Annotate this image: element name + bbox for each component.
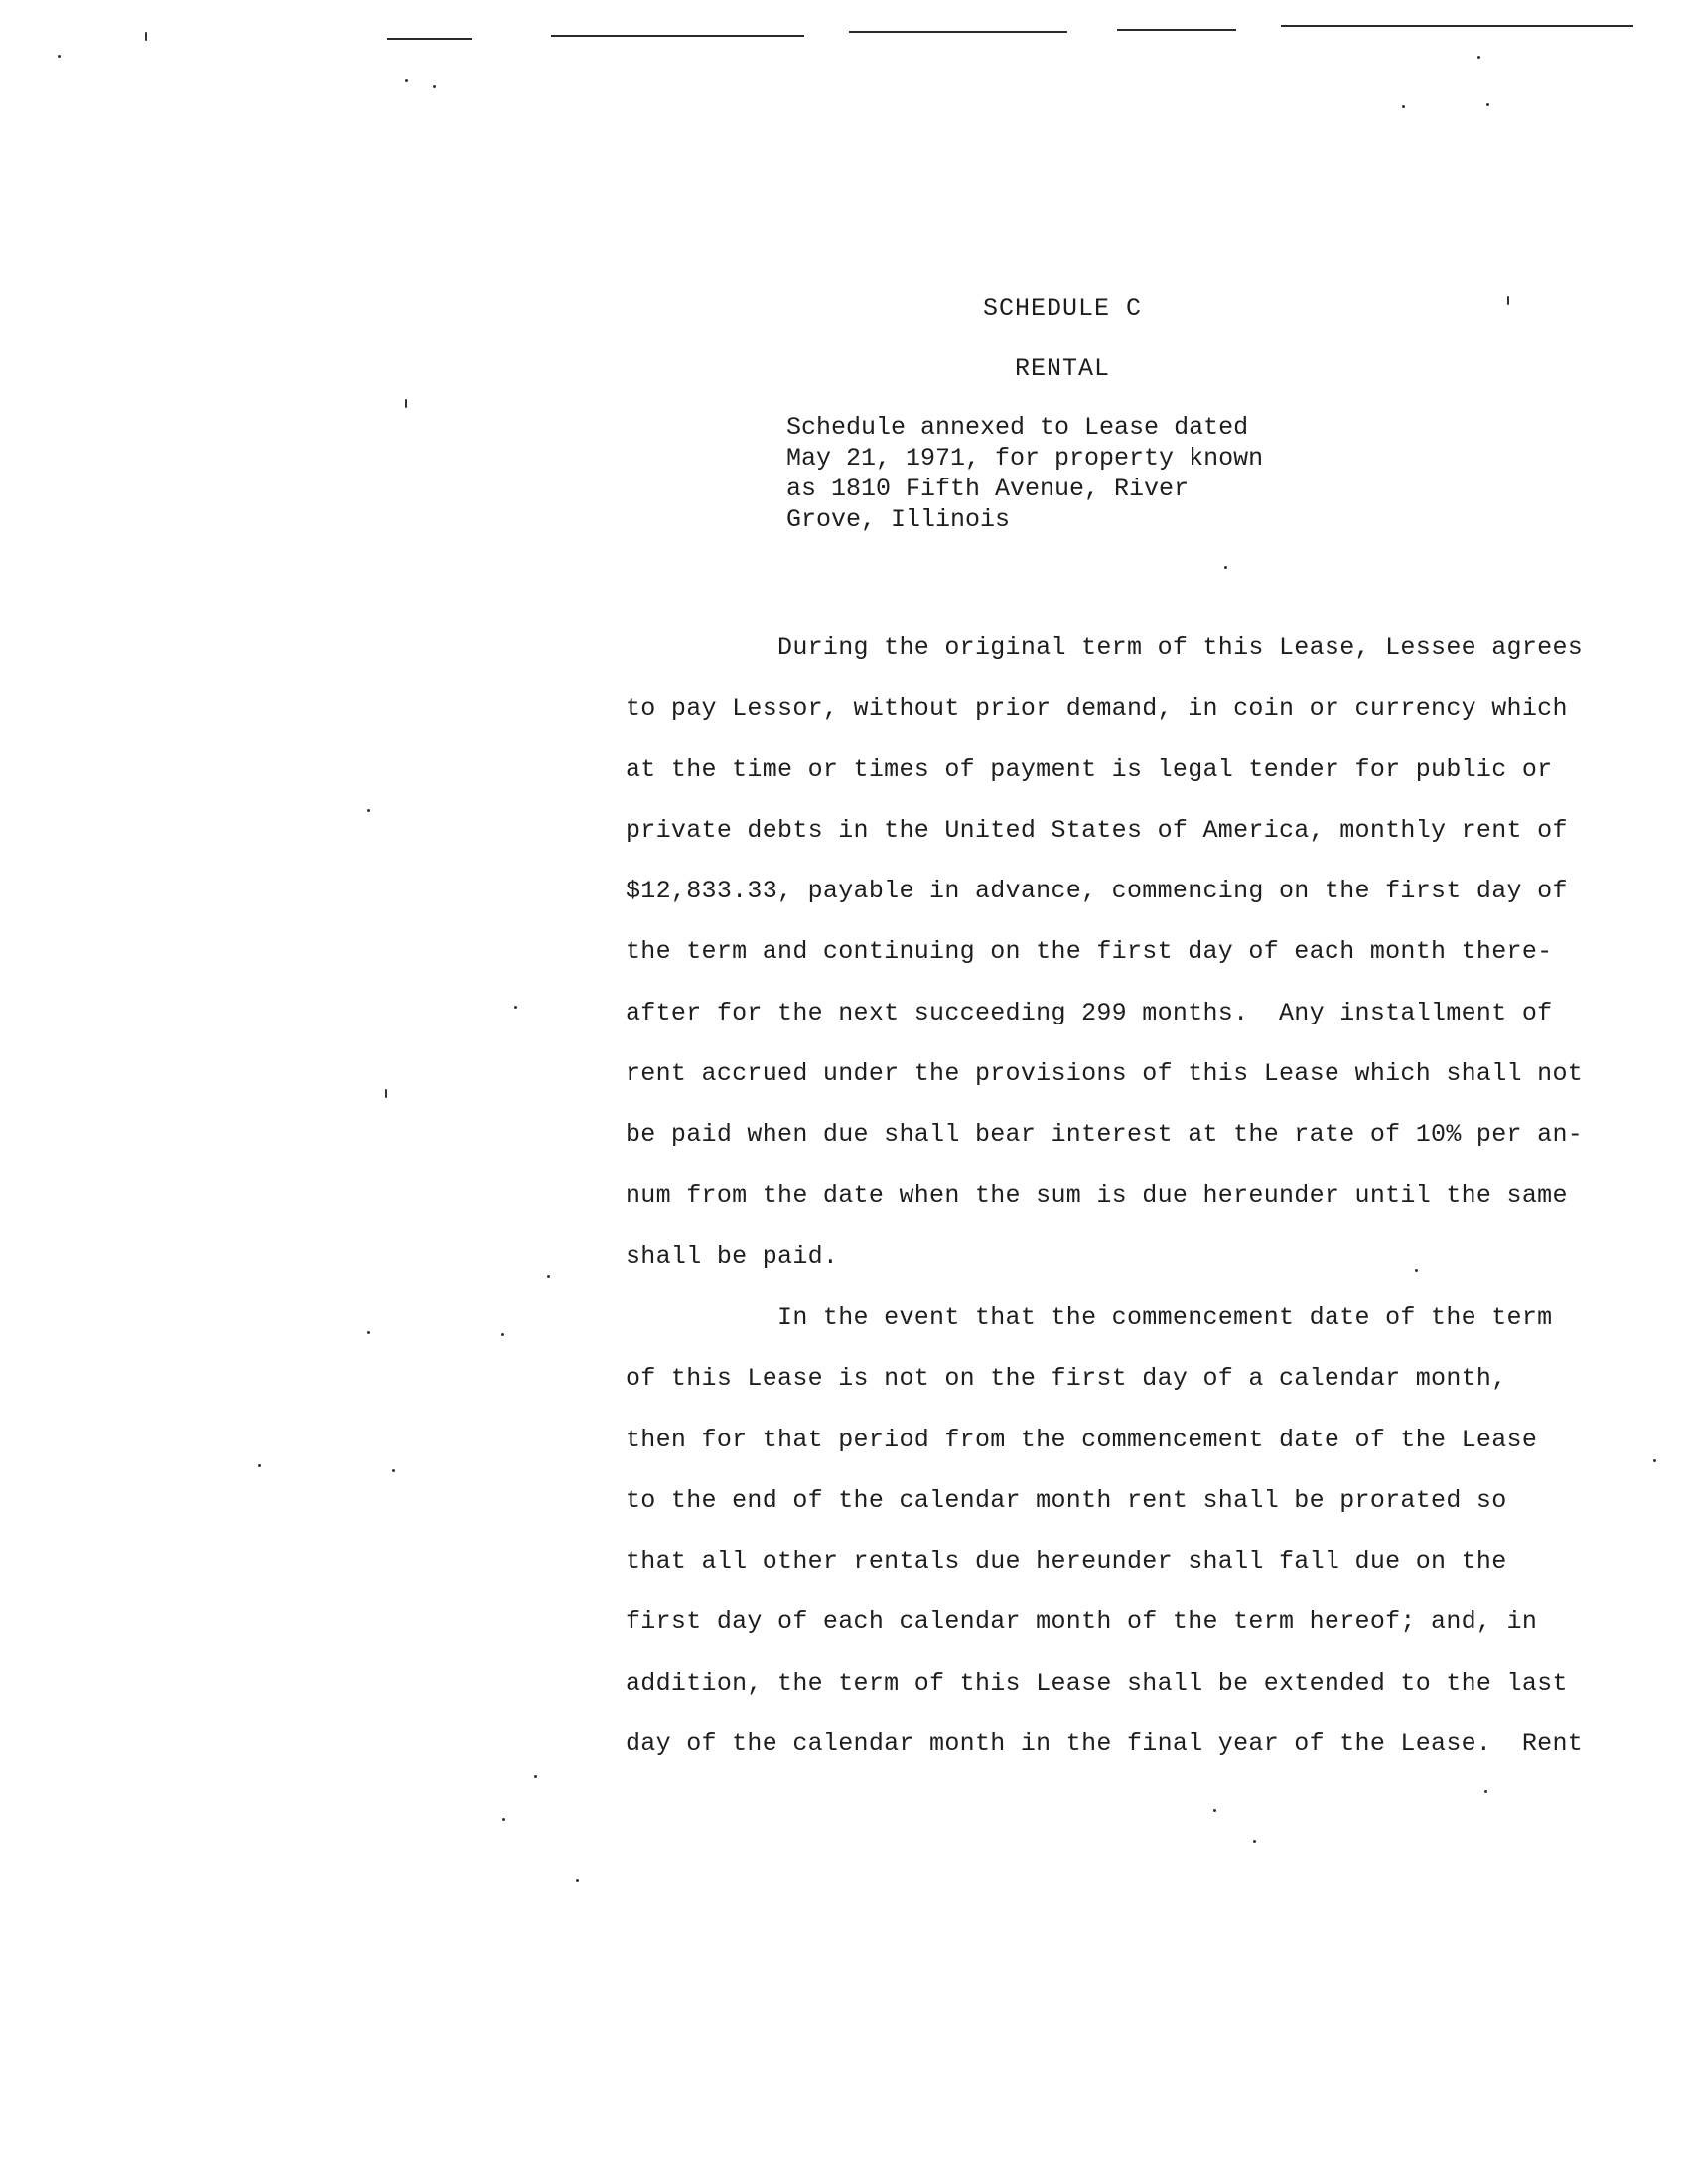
text-line: day of the calendar month in the final year of the Lease. Rent	[626, 1729, 1584, 1759]
rent-paragraph-2	[626, 1288, 1583, 1774]
scan-speck	[367, 809, 370, 812]
scan-artifact-line	[551, 35, 804, 37]
scan-speck	[58, 55, 61, 58]
schedule-caption	[786, 412, 1263, 535]
text-line: first day of each calendar month of the term hereof; and, in	[626, 1607, 1538, 1637]
scan-artifact-line	[387, 38, 472, 40]
scan-speck	[1486, 103, 1489, 106]
scan-speck	[534, 1775, 537, 1778]
scan-speck	[405, 399, 407, 408]
text-line: During the original term of this Lease, Lessee agrees	[626, 633, 1584, 662]
text-line: rent accrued under the provisions of this Lease which shall not	[626, 1059, 1584, 1089]
text-line: be paid when due shall bear interest at the rate of 10% per an-	[626, 1120, 1584, 1150]
scan-speck	[392, 1469, 395, 1472]
text-line: that all other rentals due hereunder shall fall due on the	[626, 1547, 1507, 1576]
section-title: RENTAL	[1014, 354, 1110, 383]
scan-speck	[1484, 1790, 1487, 1793]
caption-line: Grove, Illinois	[786, 505, 1011, 534]
scan-speck	[1253, 1840, 1256, 1843]
scan-speck	[1224, 566, 1227, 569]
scan-speck	[547, 1275, 550, 1278]
text-line: after for the next succeeding 299 months. Any installment of	[626, 998, 1553, 1027]
scan-speck	[501, 1333, 504, 1336]
scan-speck	[367, 1331, 370, 1334]
scan-speck	[502, 1818, 505, 1821]
text-line: private debts in the United States of America, monthly rent of	[626, 815, 1568, 845]
scan-speck	[258, 1464, 261, 1467]
scan-speck	[514, 1006, 517, 1009]
scan-speck	[145, 32, 147, 41]
scan-speck	[1213, 1809, 1216, 1812]
text-line: to the end of the calendar month rent shall be prorated so	[626, 1485, 1507, 1515]
caption-line: May 21, 1971, for property known	[786, 444, 1264, 473]
text-line: at the time or times of payment is legal tender for public or	[626, 754, 1553, 784]
scan-speck	[385, 1089, 387, 1098]
text-line: of this Lease is not on the first day of a calendar month,	[626, 1364, 1507, 1394]
scan-speck	[405, 79, 408, 82]
caption-line: Schedule annexed to Lease dated	[786, 413, 1249, 442]
text-line: shall be paid.	[626, 1241, 839, 1271]
scan-speck	[576, 1879, 579, 1882]
scan-speck	[1402, 105, 1405, 108]
scan-artifact-line	[1281, 25, 1633, 27]
scan-speck	[1477, 56, 1480, 59]
text-line: to pay Lessor, without prior demand, in coin or currency which	[626, 694, 1568, 724]
scan-speck	[1653, 1459, 1656, 1462]
scan-artifact-line	[1117, 29, 1236, 31]
scan-speck	[433, 85, 436, 88]
schedule-title: SCHEDULE C	[982, 294, 1143, 323]
caption-line: as 1810 Fifth Avenue, River	[786, 475, 1190, 503]
text-line: In the event that the commencement date of the term	[626, 1303, 1553, 1332]
text-line: num from the date when the sum is due hereunder until the same	[626, 1180, 1568, 1210]
text-line: then for that period from the commencement date of the Lease	[626, 1425, 1538, 1454]
scan-artifact-line	[849, 31, 1067, 33]
text-line: $12,833.33, payable in advance, commencing on the first day of	[626, 877, 1568, 906]
rent-paragraph-1	[626, 617, 1583, 1287]
text-line: the term and continuing on the first day of each month there-	[626, 937, 1553, 967]
text-line: addition, the term of this Lease shall be extended to the last	[626, 1668, 1568, 1698]
